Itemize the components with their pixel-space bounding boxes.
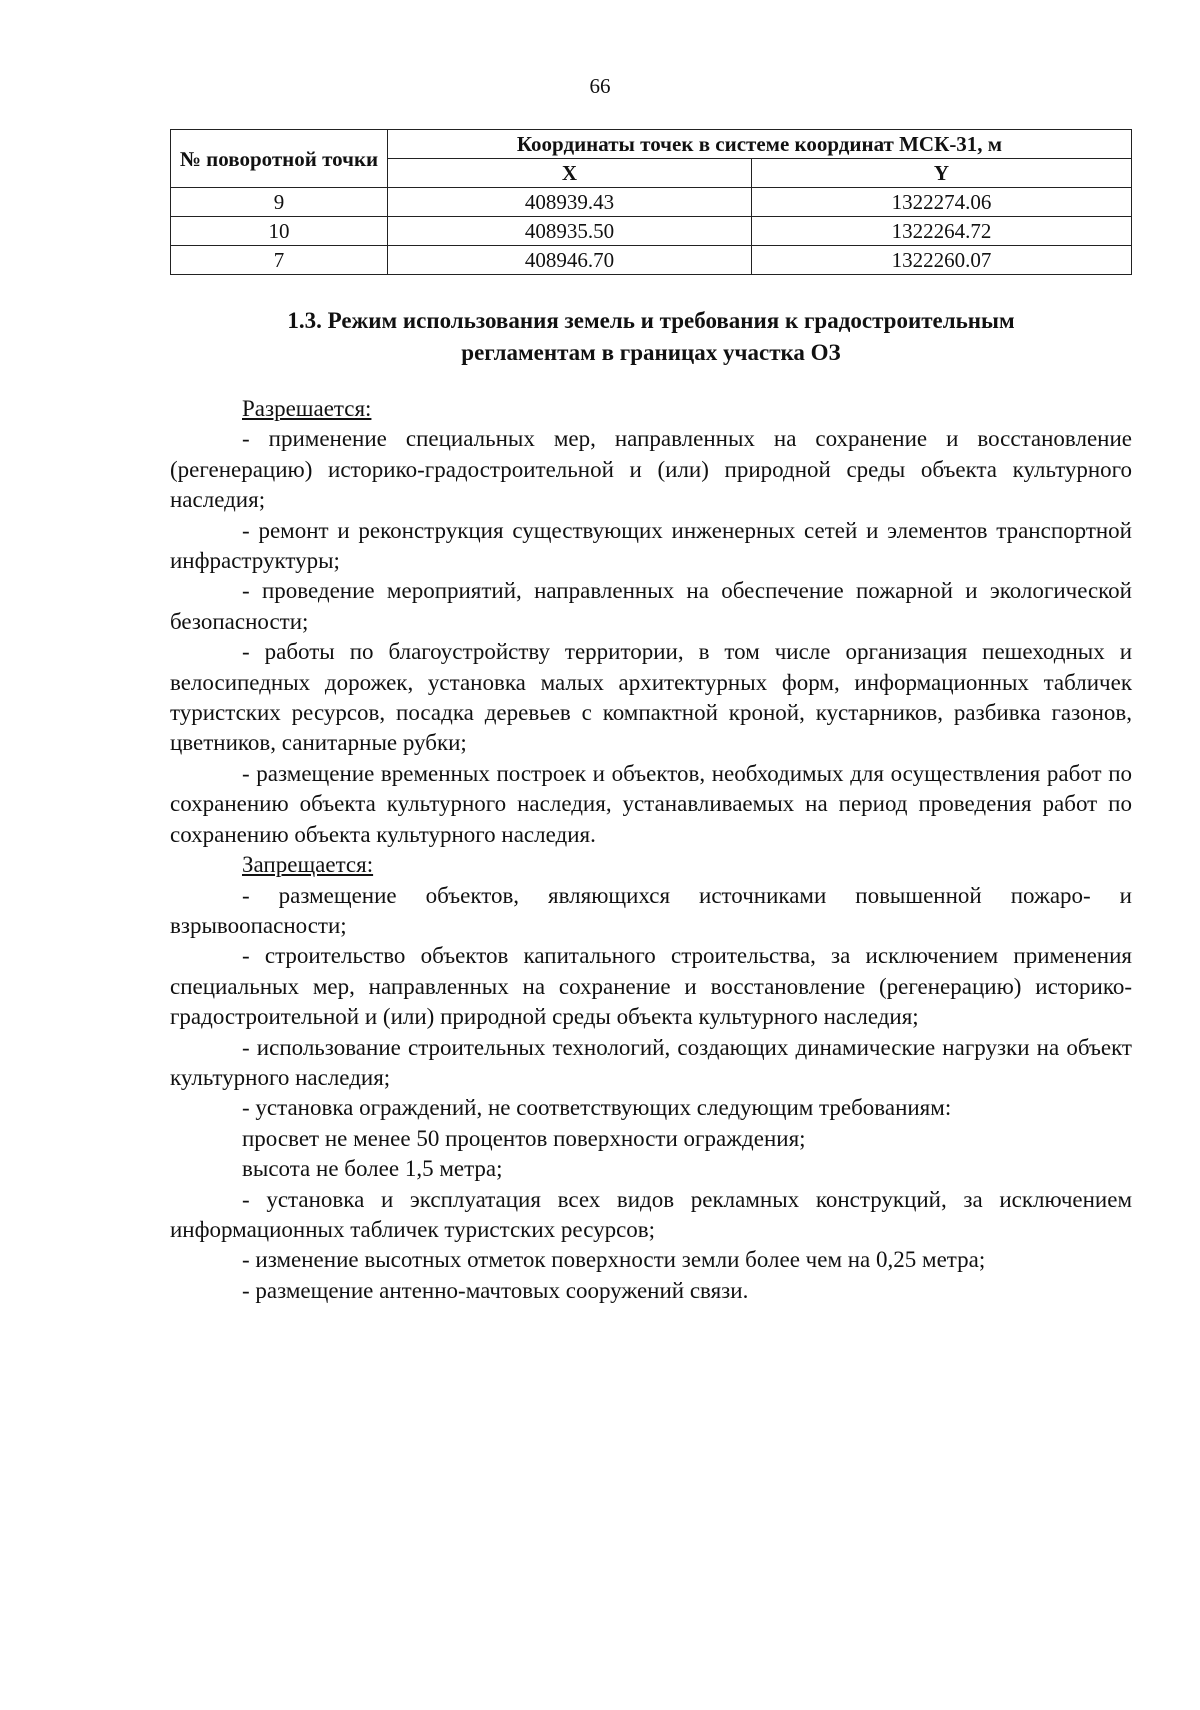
page-number: 66: [589, 74, 611, 98]
cell-x: 408935.50: [388, 217, 752, 246]
table-header-row: [171, 130, 1132, 159]
list-item: - ремонт и реконструкция существующих инженерных сетей и элементов транспортной инфраструктуры;: [170, 517, 1132, 574]
cell-point: 7: [171, 246, 388, 275]
coordinates-table: [170, 129, 1132, 275]
cell-y: 1322274.06: [752, 188, 1132, 217]
cell-point: 9: [171, 188, 388, 217]
cell-y: 1322260.07: [752, 246, 1132, 275]
list-item: - применение специальных мер, направленных на сохранение и восстановление (регенерацию) историко-градостроительной и (или) природной среды объекта культурного наследия;: [170, 426, 1132, 513]
header-point-number: № поворотной точки: [171, 130, 388, 188]
list-item: - установка ограждений, не соответствующих следующим требованиям:: [242, 1095, 952, 1121]
list-item: - размещение временных построек и объектов, необходимых для осуществления работ по сохранению объекта культурного наследия, устанавливаемых на период проведения работ по сохранению объекта культурного наследия.: [170, 760, 1132, 847]
allowed-caption: Разрешается:: [242, 396, 372, 421]
cell-point: 10: [171, 217, 388, 246]
list-item: просвет не менее 50 процентов поверхности ограждения;: [242, 1125, 806, 1151]
header-y: Y: [752, 159, 1132, 188]
list-item: - размещение объектов, являющихся источниками повышенной пожаро- и взрывоопасности;: [170, 882, 1132, 938]
table-row: [171, 188, 1132, 217]
heading-line: 1.3. Режим использования земель и требования к градостроительным: [287, 308, 1015, 333]
list-item: - изменение высотных отметок поверхности земли более чем на 0,25 метра;: [242, 1247, 986, 1273]
cell-x: 408939.43: [388, 188, 752, 217]
heading-line: регламентам в границах участка ОЗ: [461, 340, 841, 365]
prohibited-caption: Запрещается:: [242, 852, 374, 878]
table-row: [171, 217, 1132, 246]
header-coordinates: Координаты точек в системе координат МСК-31, м: [388, 130, 1132, 159]
list-item: - размещение антенно-мачтовых сооружений связи.: [242, 1277, 749, 1303]
header-x: X: [388, 159, 752, 188]
list-item: - проведение мероприятий, направленных на обеспечение пожарной и экологической безопасности;: [170, 578, 1132, 634]
cell-y: 1322264.72: [752, 217, 1132, 246]
list-item: - строительство объектов капитального строительства, за исключением применения специальных мер, направленных на сохранение и восстановление (регенерацию) историко-градостроительной и (или) природной среды объекта культурного наследия;: [170, 943, 1132, 1030]
section-heading: [170, 305, 1132, 369]
regulations-text: [170, 394, 1132, 1306]
list-item: - установка и эксплуатация всех видов рекламных конструкций, за исключением информационных табличек туристских ресурсов;: [170, 1186, 1132, 1242]
list-item: высота не более 1,5 метра;: [242, 1156, 503, 1182]
list-item: - работы по благоустройству территории, в том числе организация пешеходных и велосипедных дорожек, установка малых архитектурных форм, информационных табличек туристских ресурсов, посадка деревьев с компактной кроной, кустарников, разбивка газонов, цветников, санитарные рубки;: [170, 639, 1132, 756]
cell-x: 408946.70: [388, 246, 752, 275]
list-item: - использование строительных технологий, создающих динамические нагрузки на объект культурного наследия;: [170, 1034, 1132, 1090]
table-row: [171, 246, 1132, 275]
